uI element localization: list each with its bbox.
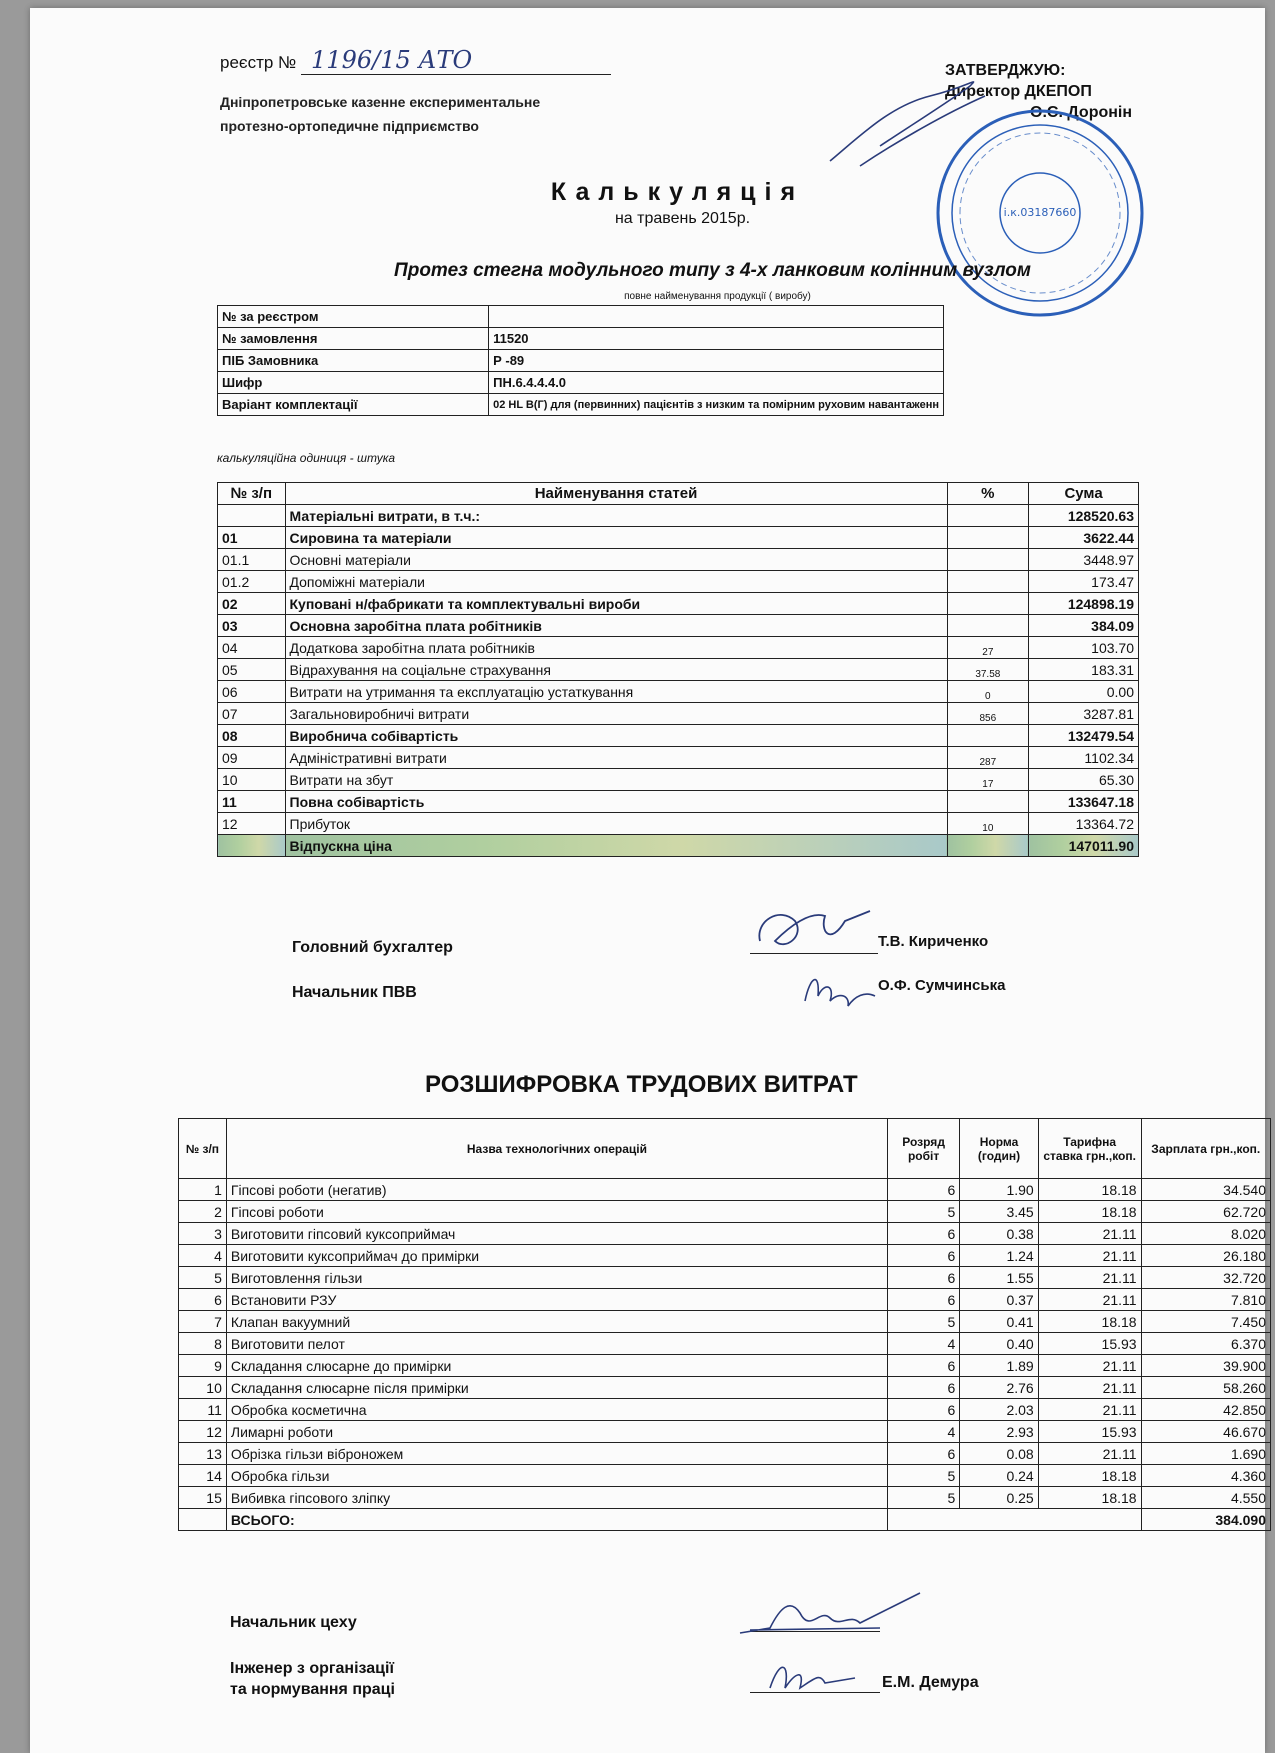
calc-item-name: Основні матеріали: [285, 549, 947, 571]
col-n-header: № з/п: [179, 1119, 227, 1179]
org-line-1: Дніпропетровське казенне експериментальне: [220, 94, 541, 110]
engineer-label-line-1: Інженер з організації: [230, 1660, 394, 1677]
calc-row: [218, 637, 1139, 659]
calc-code: 01: [218, 527, 286, 549]
labor-rate: 18.18: [1038, 1179, 1141, 1201]
calc-code: 06: [218, 681, 286, 703]
col-sum-header: Сума: [1029, 483, 1139, 505]
pvv-head-name: О.Ф. Сумчинська: [878, 977, 1006, 994]
calc-code: 03: [218, 615, 286, 637]
labor-number: 5: [179, 1267, 227, 1289]
labor-pay: 34.540: [1141, 1179, 1270, 1201]
calc-row-final-price: [218, 835, 1139, 857]
labor-rank: 4: [887, 1421, 959, 1443]
labor-pay: 8.020: [1141, 1223, 1270, 1245]
product-name: Протез стегна модульного типу з 4-х ланковим колінним вузлом: [394, 260, 1031, 281]
calc-item-name: Додаткова заробітна плата робітників: [285, 637, 947, 659]
pvv-head-signature: [800, 966, 880, 1016]
calc-percent: 0: [947, 681, 1029, 703]
col-norm-header: Норма (годин): [960, 1119, 1038, 1179]
info-label: Шифр: [218, 372, 489, 394]
labor-operation: Обробка гільзи: [226, 1465, 887, 1487]
labor-rank: 5: [887, 1311, 959, 1333]
labor-rate: 18.18: [1038, 1487, 1141, 1509]
calc-percent: [947, 725, 1029, 747]
calc-sum: 183.31: [1029, 659, 1139, 681]
col-pay-header: Зарплата грн.,коп.: [1141, 1119, 1270, 1179]
calc-percent: [947, 549, 1029, 571]
labor-pay: 32.720: [1141, 1267, 1270, 1289]
labor-pay: 4.550: [1141, 1487, 1270, 1509]
labor-row: [179, 1289, 1271, 1311]
calc-percent: [947, 835, 1029, 857]
approve-position: Директор ДКЕПОП: [945, 83, 1092, 100]
calc-code: 07: [218, 703, 286, 725]
labor-number: 12: [179, 1421, 227, 1443]
labor-operation: Клапан вакуумний: [226, 1311, 887, 1333]
labor-pay: 7.450: [1141, 1311, 1270, 1333]
calc-sum: 1102.34: [1029, 747, 1139, 769]
labor-row: [179, 1355, 1271, 1377]
org-line-2: протезно-ортопедичне підприємство: [220, 118, 479, 134]
calc-percent: 287: [947, 747, 1029, 769]
calc-percent: 27: [947, 637, 1029, 659]
labor-norm: 0.25: [960, 1487, 1038, 1509]
labor-norm: 0.08: [960, 1443, 1038, 1465]
calc-row: [218, 527, 1139, 549]
labor-operation: Вибивка гіпсового зліпку: [226, 1487, 887, 1509]
calc-item-name: Основна заробітна плата робітників: [285, 615, 947, 637]
info-label: Варіант комплектації: [218, 394, 489, 416]
calc-code: 05: [218, 659, 286, 681]
labor-operation: Складання слюсарне після примірки: [226, 1377, 887, 1399]
calc-row: [218, 549, 1139, 571]
labor-norm: 0.40: [960, 1333, 1038, 1355]
labor-rate: 18.18: [1038, 1465, 1141, 1487]
labor-row: [179, 1267, 1271, 1289]
labor-norm: 1.55: [960, 1267, 1038, 1289]
labor-number: 6: [179, 1289, 227, 1311]
info-row-customer: [218, 350, 944, 372]
labor-number: 7: [179, 1311, 227, 1333]
calc-sum: 65.30: [1029, 769, 1139, 791]
info-row-variant: [218, 394, 944, 416]
calc-percent: [947, 527, 1029, 549]
labor-rate: 15.93: [1038, 1333, 1141, 1355]
labor-rate: 18.18: [1038, 1201, 1141, 1223]
calc-code: 10: [218, 769, 286, 791]
registry-number: 1196/15 АТО: [301, 46, 611, 75]
labor-rank: 4: [887, 1333, 959, 1355]
info-row-code: [218, 372, 944, 394]
labor-pay: 58.260: [1141, 1377, 1270, 1399]
shop-head-label: Начальник цеху: [230, 1614, 357, 1631]
organization-name: [220, 90, 540, 138]
engineer-label: [230, 1658, 395, 1700]
calc-row: [218, 791, 1139, 813]
labor-rank: 5: [887, 1487, 959, 1509]
labor-norm: 0.41: [960, 1311, 1038, 1333]
labor-operation: Гіпсові роботи (негатив): [226, 1179, 887, 1201]
labor-operation: Лимарні роботи: [226, 1421, 887, 1443]
labor-operation: Встановити РЗУ: [226, 1289, 887, 1311]
col-rate-header: Тарифна ставка грн.,коп.: [1038, 1119, 1141, 1179]
col-code-header: № з/п: [218, 483, 286, 505]
labor-pay: 6.370: [1141, 1333, 1270, 1355]
calc-percent: 17: [947, 769, 1029, 791]
labor-empty: [887, 1509, 1141, 1531]
labor-row: [179, 1443, 1271, 1465]
calc-row: [218, 615, 1139, 637]
labor-rate: 21.11: [1038, 1223, 1141, 1245]
calc-sum: 3287.81: [1029, 703, 1139, 725]
calc-code: 09: [218, 747, 286, 769]
labor-rate: 21.11: [1038, 1289, 1141, 1311]
labor-norm: 2.93: [960, 1421, 1038, 1443]
calc-code: 01.1: [218, 549, 286, 571]
labor-operation: Обрізка гільзи віброножем: [226, 1443, 887, 1465]
calc-sum: 3622.44: [1029, 527, 1139, 549]
calc-percent: [947, 593, 1029, 615]
labor-pay: 4.360: [1141, 1465, 1270, 1487]
labor-rank: 6: [887, 1399, 959, 1421]
labor-number: 4: [179, 1245, 227, 1267]
calc-header-row: [218, 483, 1139, 505]
labor-rank: 6: [887, 1223, 959, 1245]
labor-number: 1: [179, 1179, 227, 1201]
labor-number: 2: [179, 1201, 227, 1223]
labor-rate: 21.11: [1038, 1267, 1141, 1289]
calc-code: [218, 505, 286, 527]
labor-operation: Складання слюсарне до примірки: [226, 1355, 887, 1377]
document-period: на травень 2015р.: [614, 210, 751, 227]
calc-row: [218, 813, 1139, 835]
info-value: 11520: [489, 328, 944, 350]
calc-sum: 133647.18: [1029, 791, 1139, 813]
calc-item-name: Сировина та матеріали: [285, 527, 947, 549]
info-label: № замовлення: [218, 328, 489, 350]
registry-label: реєстр №: [220, 53, 297, 72]
labor-rank: 6: [887, 1377, 959, 1399]
calc-code: 04: [218, 637, 286, 659]
labor-rate: 21.11: [1038, 1355, 1141, 1377]
labor-row: [179, 1311, 1271, 1333]
engineer-label-line-2: та нормування праці: [230, 1681, 395, 1698]
engineer-name: Е.М. Демура: [882, 1674, 979, 1691]
calc-item-name: Відпускна ціна: [285, 835, 947, 857]
labor-total-value: 384.090: [1141, 1509, 1270, 1531]
calc-item-name: Витрати на збут: [285, 769, 947, 791]
labor-row: [179, 1223, 1271, 1245]
labor-number: 9: [179, 1355, 227, 1377]
labor-rank: 6: [887, 1443, 959, 1465]
calc-sum: 3448.97: [1029, 549, 1139, 571]
labor-rate: 21.11: [1038, 1245, 1141, 1267]
labor-rate: 21.11: [1038, 1443, 1141, 1465]
labor-norm: 0.24: [960, 1465, 1038, 1487]
calc-item-name: Прибуток: [285, 813, 947, 835]
calc-sum: 384.09: [1029, 615, 1139, 637]
col-name-header: Найменування статей: [285, 483, 947, 505]
registry-line: [220, 46, 611, 75]
labor-norm: 2.76: [960, 1377, 1038, 1399]
labor-rank: 6: [887, 1179, 959, 1201]
labor-rank: 5: [887, 1201, 959, 1223]
labor-total-row: [179, 1509, 1271, 1531]
calculation-unit: калькуляційна одиниця - штука: [217, 451, 396, 465]
order-info-table: [217, 305, 944, 416]
labor-rank: 6: [887, 1267, 959, 1289]
info-value: [489, 306, 944, 328]
shop-head-signature: [730, 1588, 930, 1648]
labor-norm: 1.24: [960, 1245, 1038, 1267]
labor-pay: 42.850: [1141, 1399, 1270, 1421]
col-rank-header: Розряд робіт: [887, 1119, 959, 1179]
calc-percent: [947, 791, 1029, 813]
info-value: ПН.6.4.4.4.0: [489, 372, 944, 394]
labor-table: [178, 1118, 1271, 1531]
labor-number: 3: [179, 1223, 227, 1245]
calc-sum: 124898.19: [1029, 593, 1139, 615]
engineer-signature: [760, 1648, 880, 1703]
labor-number: 10: [179, 1377, 227, 1399]
calc-item-name: Матеріальні витрати, в т.ч.:: [285, 505, 947, 527]
labor-pay: 46.670: [1141, 1421, 1270, 1443]
labor-norm: 1.90: [960, 1179, 1038, 1201]
labor-operation: Обробка косметична: [226, 1399, 887, 1421]
labor-norm: 1.89: [960, 1355, 1038, 1377]
labor-row: [179, 1179, 1271, 1201]
calc-sum: 13364.72: [1029, 813, 1139, 835]
calc-row: [218, 505, 1139, 527]
labor-row: [179, 1465, 1271, 1487]
col-operation-header: Назва технологічних операцій: [226, 1119, 887, 1179]
info-row-order: [218, 328, 944, 350]
labor-rank: 6: [887, 1245, 959, 1267]
product-note: повне найменування продукції ( виробу): [624, 291, 811, 302]
document-title: Калькуляція: [550, 178, 805, 206]
labor-norm: 0.37: [960, 1289, 1038, 1311]
stamp-code: і.к.03187660: [1003, 206, 1077, 219]
document-page: [30, 8, 1265, 1753]
calc-sum: 128520.63: [1029, 505, 1139, 527]
calc-item-name: Допоміжні матеріали: [285, 571, 947, 593]
calc-sum: 147011.90: [1029, 835, 1139, 857]
calc-item-name: Повна собівартість: [285, 791, 947, 813]
calc-percent: 856: [947, 703, 1029, 725]
labor-number: 8: [179, 1333, 227, 1355]
calc-sum: 132479.54: [1029, 725, 1139, 747]
calc-row: [218, 747, 1139, 769]
labor-number: 15: [179, 1487, 227, 1509]
calc-code: 01.2: [218, 571, 286, 593]
labor-number: [179, 1509, 227, 1531]
calc-percent: [947, 505, 1029, 527]
labor-row: [179, 1487, 1271, 1509]
calc-item-name: Адміністративні витрати: [285, 747, 947, 769]
calc-sum: 173.47: [1029, 571, 1139, 593]
labor-pay: 39.900: [1141, 1355, 1270, 1377]
labor-header-row: [179, 1119, 1271, 1179]
calc-item-name: Витрати на утримання та експлуатацію устаткування: [285, 681, 947, 703]
labor-pay: 26.180: [1141, 1245, 1270, 1267]
calc-code: 11: [218, 791, 286, 813]
pvv-head-label: Начальник ПВВ: [292, 984, 417, 1001]
info-value: Р -89: [489, 350, 944, 372]
calc-percent: 10: [947, 813, 1029, 835]
calc-row: [218, 571, 1139, 593]
labor-row: [179, 1333, 1271, 1355]
labor-total-label: ВСЬОГО:: [226, 1509, 887, 1531]
calc-percent: [947, 615, 1029, 637]
accountant-signature: [750, 901, 880, 961]
labor-operation: Виготовити гіпсовий куксоприймач: [226, 1223, 887, 1245]
calc-code: 12: [218, 813, 286, 835]
approve-name: О.С. Доронін: [1030, 104, 1133, 121]
calc-code: 08: [218, 725, 286, 747]
info-value: 02 HL В(Г) для (первинних) пацієнтів з низким та помірним руховим навантаженн: [489, 394, 944, 416]
labor-norm: 2.03: [960, 1399, 1038, 1421]
labor-pay: 62.720: [1141, 1201, 1270, 1223]
labor-rank: 6: [887, 1355, 959, 1377]
labor-pay: 7.810: [1141, 1289, 1270, 1311]
approve-label: ЗАТВЕРДЖУЮ:: [945, 62, 1066, 79]
info-row-registry: [218, 306, 944, 328]
calc-row: [218, 659, 1139, 681]
labor-pay: 1.690: [1141, 1443, 1270, 1465]
calc-row: [218, 725, 1139, 747]
calc-item-name: Виробнича собівартість: [285, 725, 947, 747]
labor-operation: Виготовити куксоприймач до примірки: [226, 1245, 887, 1267]
info-label: № за реєстром: [218, 306, 489, 328]
calc-item-name: Загальновиробничі витрати: [285, 703, 947, 725]
labor-row: [179, 1421, 1271, 1443]
calc-percent: [947, 571, 1029, 593]
labor-number: 11: [179, 1399, 227, 1421]
calc-row: [218, 703, 1139, 725]
calc-percent: 37.58: [947, 659, 1029, 681]
calc-code: [218, 835, 286, 857]
calc-row: [218, 681, 1139, 703]
labor-rate: 15.93: [1038, 1421, 1141, 1443]
labor-row: [179, 1399, 1271, 1421]
labor-norm: 0.38: [960, 1223, 1038, 1245]
labor-breakdown-title: РОЗШИФРОВКА ТРУДОВИХ ВИТРАТ: [425, 1071, 858, 1098]
labor-rank: 6: [887, 1289, 959, 1311]
calc-row: [218, 593, 1139, 615]
calc-item-name: Відрахування на соціальне страхування: [285, 659, 947, 681]
labor-rate: 18.18: [1038, 1311, 1141, 1333]
labor-rate: 21.11: [1038, 1377, 1141, 1399]
calc-item-name: Куповані н/фабрикати та комплектувальні вироби: [285, 593, 947, 615]
labor-operation: Виготовлення гільзи: [226, 1267, 887, 1289]
col-percent-header: %: [947, 483, 1029, 505]
labor-norm: 3.45: [960, 1201, 1038, 1223]
chief-accountant-label: Головний бухгалтер: [292, 939, 453, 956]
calc-code: 02: [218, 593, 286, 615]
labor-number: 14: [179, 1465, 227, 1487]
calculation-table: [217, 482, 1139, 857]
labor-number: 13: [179, 1443, 227, 1465]
labor-row: [179, 1201, 1271, 1223]
labor-operation: Гіпсові роботи: [226, 1201, 887, 1223]
labor-operation: Виготовити пелот: [226, 1333, 887, 1355]
labor-rate: 21.11: [1038, 1399, 1141, 1421]
labor-rank: 5: [887, 1465, 959, 1487]
info-label: ПІБ Замовника: [218, 350, 489, 372]
calc-row: [218, 769, 1139, 791]
calc-sum: 103.70: [1029, 637, 1139, 659]
labor-row: [179, 1377, 1271, 1399]
calc-sum: 0.00: [1029, 681, 1139, 703]
labor-row: [179, 1245, 1271, 1267]
chief-accountant-name: Т.В. Кириченко: [878, 933, 989, 950]
